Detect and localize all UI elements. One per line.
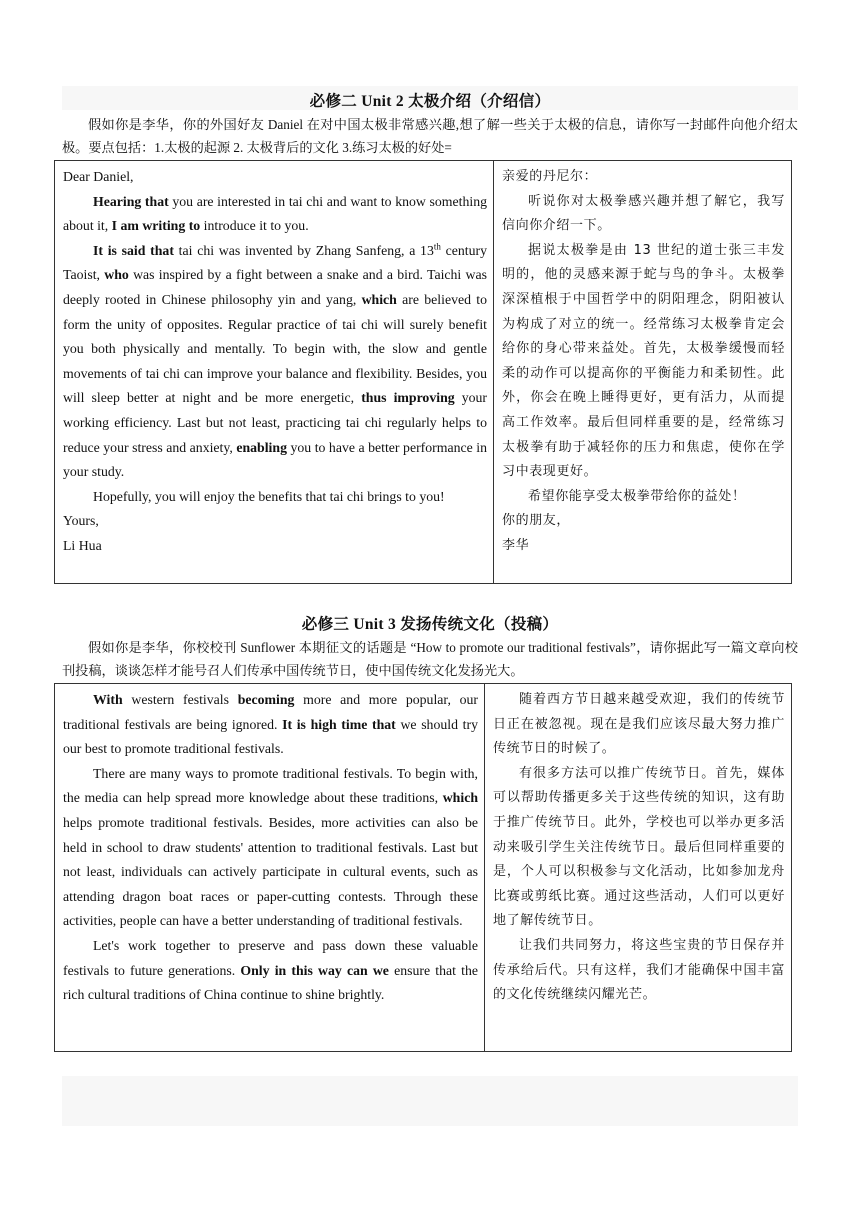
section2-english-essay [55,684,485,1052]
letter-greeting: Dear Daniel, [63,169,134,184]
section1-prompt: 假如你是李华，你的外国好友 Daniel 在对中国太极非常感兴趣,想了解一些关于太极的信息，请你写一封邮件向他介绍太极。要点包括：1.太极的起源 2. 太极背后的文化 3.练习太极的好处= [62,117,798,155]
section2-chinese-translation [485,684,792,1052]
essay-translation-paragraph-3: 让我们共同努力，将这些宝贵的节日保存并传承给后代。只有这样，我们才能确保中国丰富的文化传统继续闪耀光芒。 [493,937,785,1003]
letter-paragraph-1: Hearing that you are interested in tai chi and want to know something about it, I am writing to introduce it to you. [63,193,487,234]
essay-paragraph-1: With western festivals becoming more and more popular, our traditional festivals are being ignored. It is high time that we should try our best to promote traditional festivals. [63,692,479,757]
translation-greeting: 亲爱的丹尼尔： [502,169,598,184]
section1-english-letter [55,161,494,584]
letter-closing: Yours, [63,513,99,529]
section1-chinese-translation [494,161,792,584]
translation-paragraph-3: 希望你能享受太极拳带给你的益处！ [528,488,746,504]
essay-paragraph-2: There are many ways to promote traditional festivals. To begin with, the media can help spread more knowledge about these traditions, which helps promote traditional festivals. Besides, more activities can also be held in school to draw students' attention to traditional festivals. Last but not least, individuals can actively participate in cultural events, such as attending dragon boat races or paper-cutting contests. Through these activities, people can have a better understanding of traditional festivals. [63,765,478,929]
letter-paragraph-3: Hopefully, you will enjoy the benefits that tai chi brings to you! [93,488,445,504]
translation-paragraph-1: 听说你对太极拳感兴趣并想了解它，我写信向你介绍一下。 [502,193,785,234]
section1-table [54,160,792,584]
section2-title: 必修三 Unit 3 发扬传统文化（投稿） [301,616,559,633]
section2-table [54,683,792,1052]
translation-signature: 李华 [502,537,530,553]
essay-translation-paragraph-1: 随着西方节日越来越受欢迎，我们的传统节日正在被忽视。现在是我们应该尽最大努力推广传统节日的时候了。 [493,692,785,757]
essay-translation-paragraph-2: 有很多方法可以推广传统节日。首先，媒体可以帮助传播更多关于这些传统的知识，这有助于推广传统节日。此外，学校也可以举办更多活动来吸引学生关注传统节日。最后但同样重要的是，个人可以积极参与文化活动，比如参加龙舟比赛或剪纸比赛。通过这些活动，人们可以更好地了解传统节日。 [493,765,785,929]
footer-shade [62,1076,798,1126]
section2-prompt: 假如你是李华，你校校刊 Sunflower 本期征文的话题是 “How to promote our traditional festivals”，请你据此写一篇文章向校刊投稿，谈谈怎样才能号召人们传承中国传统节日，使中国传统文化发扬光大。 [62,640,798,678]
section1-title: 必修二 Unit 2 太极介绍（介绍信） [309,93,551,110]
letter-paragraph-2: It is said that tai chi was invented by Zhang Sanfeng, a 13th century Taoist, who was inspired by a fight between a snake and a bird. Taichi was deeply rooted in Chinese philosophy yin and yang, which are believed to form the unity of opposites. Regular practice of tai chi will surely benefit you both physically and mentally. To begin with, the slow and gentle movements of tai chi can improve your balance and flexibility. Besides, you will sleep better at night and be more energetic, thus improving your working efficiency. Last but not least, practicing tai chi regularly helps to reduce your stress and anxiety, enabling you to have a better performance in your study. [63,241,487,480]
letter-signature: Li Hua [63,537,102,553]
translation-paragraph-2: 据说太极拳是由 13 世纪的道士张三丰发明的，他的灵感来源于蛇与鸟的争斗。太极拳深深植根于中国哲学中的阴阳理念，阴阳被认为构成了对立的统一。经常练习太极拳肯定会给你的身心带来益处。首先，太极拳缓慢而轻柔的动作可以提高你的平衡能力和柔韧性。此外，你会在晚上睡得更好，更有活力，从而提高工作效率。最后但同样重要的是，经常练习太极拳有助于减轻你的压力和焦虑，使你在学习中表现更好。 [502,242,785,480]
translation-closing: 你的朋友， [502,513,571,529]
essay-paragraph-3: Let's work together to preserve and pass down these valuable festivals to future generations. Only in this way can we ensure that the rich cultural traditions of China continue to shine brightly. [63,937,478,1003]
